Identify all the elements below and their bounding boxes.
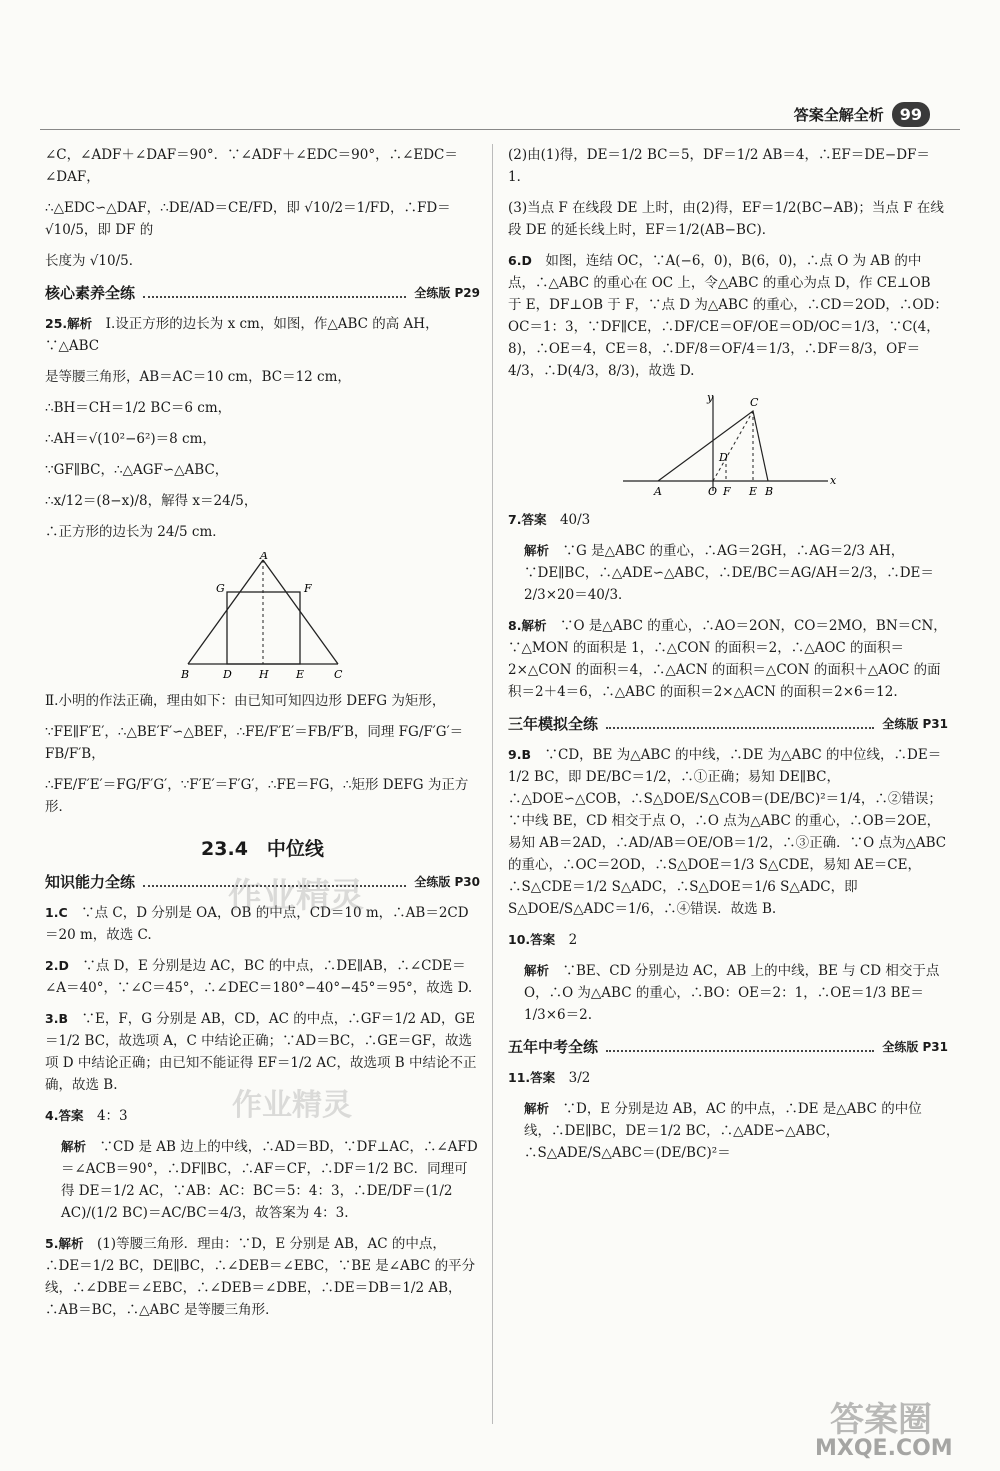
item-text: ∵点 D，E 分别是边 AC，BC 的中点，∴DE∥AB，∴∠CDE＝∠A＝40°，∵∠C＝45°，∴∠DEC＝180°−40°−45°＝95°，故选 D. xyxy=(45,958,473,996)
q25-label: 25.解析 xyxy=(45,316,93,331)
item-label: 1.C xyxy=(45,905,68,920)
q7-answer-value: 40/3 xyxy=(559,512,591,528)
top-line-2: (3)当点 F 在线段 DE 上时，由(2)得，EF＝1/2(BC−AB)；当点 F 在线段 DE 的延长线上时，EF＝1/2(AB−BC)． xyxy=(508,200,944,238)
right-column xyxy=(508,144,948,1173)
q25-after-1: Ⅱ.小明的作法正确，理由如下：由已知可知四边形 DEFG 为矩形， xyxy=(45,693,446,709)
header-title: 答案全解全析 xyxy=(793,106,884,124)
triangle-figure xyxy=(178,552,348,682)
q10-analysis xyxy=(508,960,948,1026)
q25-line-1 xyxy=(45,313,480,357)
section-ref: 全练版 P31 xyxy=(882,1040,948,1054)
q6 xyxy=(508,250,948,382)
item-label: 2.D xyxy=(45,958,69,973)
intro-line-1: ∠C，∠ADF＋∠DAF＝90°．∵∠ADF＋∠EDC＝90°，∴∠EDC＝∠DAF， xyxy=(45,147,458,185)
section-core-literacy xyxy=(45,282,480,303)
column-divider xyxy=(492,144,493,1424)
page-header xyxy=(794,102,930,127)
q7-text: ∵G 是△ABC 的重心，∴AG＝2GH，∴AG＝2/3 AH，∵DE∥BC，∴△ADE∽△ABC，∴DE/BC＝AG/AH＝2/3，∴DE＝2/3×20＝40/3． xyxy=(524,543,934,603)
item-2 xyxy=(45,955,480,999)
label-C: C xyxy=(333,668,342,681)
section-title: 三年模拟全练 xyxy=(508,715,599,733)
q25-line-7: ∴正方形的边长为 24/5 cm． xyxy=(45,524,226,540)
item-label: 5.解析 xyxy=(45,1236,84,1251)
section-title: 核心素养全练 xyxy=(45,284,136,302)
q11-label: 11.答案 xyxy=(508,1070,556,1085)
q25-line-2: 是等腰三角形，AB＝AC＝10 cm，BC＝12 cm， xyxy=(45,369,351,385)
q6-text: 如图，连结 OC，∵A(−6，0)，B(6，0)，∴点 O 为 AB 的中点，∴△ABC 的重心在 OC 上，令△ABC 的重心为点 D，作 CE⊥OB 于 E，DF⊥OB 于 F，∵点 D 为△ABC 的重心，∴CD＝2OD，∴OD：OC＝1：3，∵DF∥CE，∴DF/CE＝OF/OE＝OD/OC＝1/3，∵C(4，8)，∴OE＝4，CE＝8，∴DF/8＝OF/4＝1/3，∴DF＝8/3，OF＝4/3，∴D(4/3，8/3)，故选 D. xyxy=(508,253,948,379)
item-text: (1)等腰三角形．理由：∵D，E 分别是 AB，AC 的中点，∴DE＝1/2 BC，DE∥BC，∴∠DEB＝∠EBC，∵BE 是∠ABC 的平分线，∴∠DBE＝∠EBC，∴∠DEB＝∠DBE，∴DE＝DB＝1/2 AB，∴AB＝BC，∴△ABC 是等腰三角形． xyxy=(45,1236,476,1318)
q7-label2: 解析 xyxy=(524,543,550,558)
q25-after-2: ∵FE∥F′E′，∴△BE′F′∽△BEF，∴FE/F′E′＝FB/F′B，同理 FG/F′G′＝FB/F′B， xyxy=(45,724,464,762)
q25-line-6: ∴x/12＝(8−x)/8，解得 x＝24/5， xyxy=(45,493,258,509)
q25-after-3: ∴FE/F′E′＝FG/F′G′，∵F′E′＝F′G′，∴FE＝FG，∴矩形 DEFG 为正方形． xyxy=(45,777,469,815)
q9-label: 9.B xyxy=(508,747,531,762)
label-B: B xyxy=(180,668,189,681)
section-title: 知识能力全练 xyxy=(45,873,136,891)
q7-label: 7.答案 xyxy=(508,512,547,527)
q10-answer xyxy=(508,929,948,951)
label-D: D xyxy=(719,451,728,464)
item-label: 3.B xyxy=(45,1011,68,1026)
q25-line-5: ∵GF∥BC，∴△AGF∽△ABC， xyxy=(45,462,229,478)
watermark-1: 作业精灵 xyxy=(228,876,364,916)
q6-label: 6.D xyxy=(508,253,532,268)
section-ref: 全练版 P30 xyxy=(414,875,480,889)
item-label: 解析 xyxy=(61,1139,87,1154)
section-five-year xyxy=(508,1036,948,1057)
item-5 xyxy=(45,1233,480,1321)
q11-answer xyxy=(508,1067,948,1089)
q9 xyxy=(508,744,948,920)
section-ref: 全练版 P29 xyxy=(414,286,480,300)
coordinate-figure xyxy=(618,391,838,501)
site-url: MXQE.COM xyxy=(815,1436,953,1461)
label-H: H xyxy=(258,668,269,681)
label-B: B xyxy=(765,485,774,498)
label-E: E xyxy=(749,485,758,498)
q10-text: ∵BE、CD 分别是边 AC，AB 上的中线，BE 与 CD 相交于点 O，∴O 为△ABC 的重心，∴BO：OE＝2：1，∴OE＝1/3 BE＝1/3×6＝2. xyxy=(524,963,940,1023)
label-C: C xyxy=(750,396,759,409)
intro-line-2: ∴△EDC∽△DAF，∴DE/AD＝CE/FD，即 √10/2＝1/FD，∴FD＝√10/5，即 DF 的 xyxy=(45,200,451,238)
q25-line-4: ∴AH＝√(10²−6²)＝8 cm， xyxy=(45,431,216,447)
q9-text: ∵CD，BE 为△ABC 的中线，∴DE 为△ABC 的中位线，∴DE＝1/2 BC，即 DE/BC＝1/2，∴①正确；易知 DE∥BC，∴△DOE∽△COB，∴S△DOE/S△COB＝(DE/BC)²＝1/4，∴②错误；∵中线 BE，CD 相交于点 O，∴O 点为△ABC 的重心，∴OB＝2OE，易知 AB＝2AD，∴AD/AB＝OE/OB＝1/2，∴③正确．∵O 点为△ABC 的重心，∴OC＝2OD，∴S△DOE＝1/3 S△CDE，易知 AE＝CE，∴S△CDE＝1/2 S△ADC，∴S△DOE＝1/6 S△ADC，即 S△DOE/S△ADC＝1/6，∴④错误．故选 B. xyxy=(508,747,947,917)
item-label: 4.答案 xyxy=(45,1108,84,1123)
axis-y: y xyxy=(707,391,714,404)
label-O: O xyxy=(708,485,718,498)
q8-label: 8.解析 xyxy=(508,618,547,633)
item-text: ∵E，F，G 分别是 AB，CD，AC 的中点，∴GF＝1/2 AD，GE＝1/2 BC，故选项 A，C 中结论正确；∵AD＝BC，∴GE＝GF，故选项 D 中结论正确；由已知不能证得 EF＝1/2 AC，故选项 B 中结论不正确，故选 B. xyxy=(45,1011,477,1093)
item-text: 4：3 xyxy=(96,1108,128,1124)
q25-line-3: ∴BH＝CH＝1/2 BC＝6 cm， xyxy=(45,400,232,416)
label-F: F xyxy=(303,582,312,595)
q11-answer-value: 3/2 xyxy=(568,1070,591,1086)
label-A: A xyxy=(259,552,268,562)
q10-label2: 解析 xyxy=(524,963,550,978)
axis-x: x xyxy=(830,474,837,487)
item-text: ∵点 C，D 分别是 OA，OB 的中点，CD＝10 m，∴AB＝2CD＝20 m，故选 C. xyxy=(45,905,469,943)
section-title: 五年中考全练 xyxy=(508,1038,599,1056)
watermark-2: 作业精灵 xyxy=(232,1088,352,1123)
section-three-year xyxy=(508,713,948,734)
q7-answer xyxy=(508,509,948,531)
q10-answer-value: 2 xyxy=(568,932,578,948)
section-ref: 全练版 P31 xyxy=(882,717,948,731)
intro-line-3: 长度为 √10/5． xyxy=(45,253,143,269)
page-number: 99 xyxy=(892,102,930,127)
label-E: E xyxy=(295,668,304,681)
q8 xyxy=(508,615,948,703)
lesson-heading: 23.4 中位线 xyxy=(201,838,324,860)
q7-analysis xyxy=(508,540,948,606)
header-rule xyxy=(40,129,960,130)
q10-label: 10.答案 xyxy=(508,932,556,947)
left-column xyxy=(45,144,480,1330)
label-F: F xyxy=(723,485,731,498)
q25-text-0: Ⅰ.设正方形的边长为 x cm，如图，作△ABC 的高 AH，∵△ABC xyxy=(45,316,439,354)
item-text: ∵CD 是 AB 边上的中线，∴AD＝BD，∵DF⊥AC，∴∠AFD＝∠ACB＝90°，∴DF∥BC，∴AF＝CF，∴DF＝1/2 BC．同理可得 DE＝1/2 AC，∵AB：AC：BC＝5：4：3，∴DE/DF＝(1/2 AC)/(1/2 BC)＝AC/BC＝4/3，故答案为 4：3. xyxy=(61,1139,478,1221)
q8-text: ∵O 是△ABC 的重心，∴AO＝2ON，CO＝2MO，BN＝CN，∵△MON 的面积是 1，∴△CON 的面积＝2，∴△AOC 的面积＝2×△CON 的面积＝4，∴△ACN 的面积＝△CON 的面积＋△AOC 的面积＝2＋4＝6，∴△ABC 的面积＝2×△ACN 的面积＝2×6＝12. xyxy=(508,618,947,700)
item-4-analysis xyxy=(45,1136,480,1224)
label-G: G xyxy=(215,582,225,595)
section-dots xyxy=(606,1042,874,1052)
q11-label2: 解析 xyxy=(524,1101,550,1116)
stamp-logo: 答案圈 xyxy=(830,1400,932,1440)
section-dots xyxy=(143,288,406,298)
q11-text: ∵D，E 分别是边 AB，AC 的中点，∴DE 是△ABC 的中位线，∴DE∥BC，DE＝1/2 BC，∴△ADE∽△ABC，∴S△ADE/S△ABC＝(DE/BC)²＝ xyxy=(524,1101,922,1161)
section-dots xyxy=(606,719,874,729)
top-line-1: (2)由(1)得，DE＝1/2 BC＝5，DF＝1/2 AB＝4，∴EF＝DE−DF＝1． xyxy=(508,147,930,185)
label-D: D xyxy=(222,668,232,681)
label-A: A xyxy=(654,485,662,498)
q11-analysis xyxy=(508,1098,948,1164)
